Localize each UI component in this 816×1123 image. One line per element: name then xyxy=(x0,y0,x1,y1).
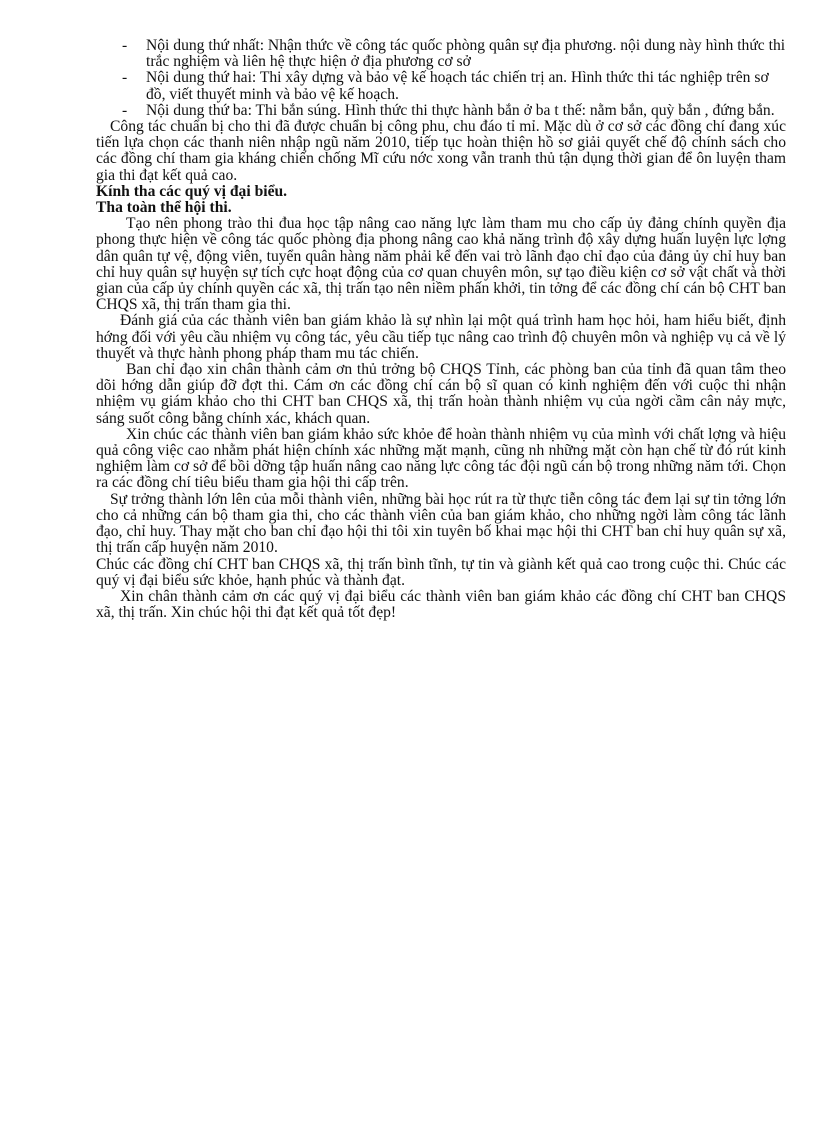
paragraph-good-luck: Chúc các đồng chí CHT ban CHQS xã, thị trấn bình tĩnh, tự tin và giành kết quả cao trong cuộc thi. Chúc các quý vị đại biểu sức khỏe, hạnh phúc và thành đạt. xyxy=(96,555,786,589)
greeting-delegates: Kính tha các quý vị đại biểu. xyxy=(96,182,288,200)
paragraph-evaluation: Đánh giá của các thành viên ban giám khảo là sự nhìn lại một quá trình ham học hỏi, ham hiểu biết, định hớng đối với yêu cầu nhiệm vụ công tác, yêu cầu tiếp tục nâng cao trình độ chuyên môn và nghiệp vụ cả về lý thuyết và thực hành phong pháp tham mu tác chiến. xyxy=(96,312,786,362)
bullet-dash: - xyxy=(122,69,128,87)
list-item-text: Nội dung thứ nhất: Nhận thức về công tác quốc phòng quân sự địa phương. nội dung này hình thức thi trắc nghiệm và liên hệ thực hiện ở địa phương cơ sở xyxy=(146,37,786,71)
list-item-text: Nội dung thứ hai: Thi xây dựng và bảo vệ kế hoạch tác chiến trị an. Hình thức thi tác nghiệp trên sơ đồ, viết thuyết minh và bảo vệ kế hoạch. xyxy=(146,69,769,103)
list-item xyxy=(96,38,786,70)
list-item xyxy=(96,70,786,102)
list-item-text: Nội dung thứ ba: Thi bắn súng. Hình thức thi thực hành bắn ở ba t thế: nằm bắn, quỳ bắn , đứng bắn. xyxy=(146,101,775,119)
list-item xyxy=(96,103,786,119)
paragraph-closing: Xin chân thành cảm ơn các quý vị đại biểu các thành viên ban giám khảo các đồng chí CHT ban CHQS xã, thị trấn. Xin chúc hội thi đạt kết quả tốt đẹp! xyxy=(96,587,786,622)
paragraph-opening: Sự trởng thành lớn lên của mỗi thành viên, những bài học rút ra từ thực tiễn công tác đem lại sự tin tởng lớn cho cả những cán bộ tham gia thi, cho các thành viên của ban giám khảo, cho những ngời làm công tác lãnh đạo, chỉ huy. Thay mặt cho ban chỉ đạo hội thi tôi xin tuyên bố khai mạc hội thi CHT ban chỉ huy quân sự xã, thị trấn cấp huyện năm 2010. xyxy=(96,490,786,557)
bullet-dash: - xyxy=(122,37,128,54)
paragraph-thanks: Ban chỉ đạo xin chân thành cảm ơn thủ trởng bộ CHQS Tỉnh, các phòng ban của tỉnh đã quan tâm theo dõi hớng dẫn giúp đỡ đợt thi. Cám ơn các đồng chí cán bộ sĩ quan có kinh nghiệm đến với cuộc thi nhận nhiệm vụ giám khảo cho thi CHT ban CHQS xã, thị trấn hoàn thành nhiệm vụ của ngời cầm cân nảy mực, sáng suốt công bằng chính xác, khách quan. xyxy=(96,361,786,427)
bullet-dash: - xyxy=(122,101,128,119)
paragraph-movement: Tạo nên phong trào thi đua học tập nâng cao năng lực làm tham mu cho cấp ủy đảng chính quyền địa phong thực hiện về công tác quốc phòng địa phong nâng cao khả năng trình độ xây dựng huấn luyện lực lợng dân quân tự vệ, động viên, tuyển quân hàng năm phải kể đến vai trò lãnh đạo chỉ đạo của đảng ủy chỉ huy ban chỉ huy quân sự huyện sự tích cực hoạt động của cơ quan chuyên môn, sự tạo điều kiện cơ sở vật chất và thời gian của cấp ủy chính quyền các xã, thị trấn tạo nên niềm phấn khởi, tin tởng để các đồng chí cán bộ CHT ban CHQS xã, thị trấn tham gia thi. xyxy=(96,215,786,314)
document-page xyxy=(96,38,786,621)
paragraph-wishes: Xin chúc các thành viên ban giám khảo sức khỏe để hoàn thành nhiệm vụ của mình với chất lợng và hiệu quả công việc cao nhằm phát hiện chính xác những mặt mạnh, cũng nh những mặt còn hạn chế từ đó rút kinh nghiệm làm cơ sở để bồi dỡng tập huấn nâng cao năng lực công tác đội ngũ cán bộ trong những năm tới. Chọn ra các đồng chí tiêu biểu tham gia hội thi cấp trên. xyxy=(96,425,786,492)
greeting-participants: Tha toàn thể hội thi. xyxy=(96,199,232,217)
paragraph-preparation: Công tác chuẩn bị cho thi đã được chuẩn bị công phu, chu đáo tỉ mỉ. Mặc dù ở cơ sở các đồng chí đang xúc tiến lựa chọn các thanh niên nhập ngũ năm 2010, tiếp tục hoàn thiện hồ sơ giải quyết chế độ chính sách cho các đồng chí tham gia kháng chiến chống Mĩ cứu nớc xong vẫn tranh thủ tận dụng thời gian để ôn luyện tham gia thi đạt kết quả cao. xyxy=(96,118,786,184)
content-list xyxy=(96,38,786,119)
